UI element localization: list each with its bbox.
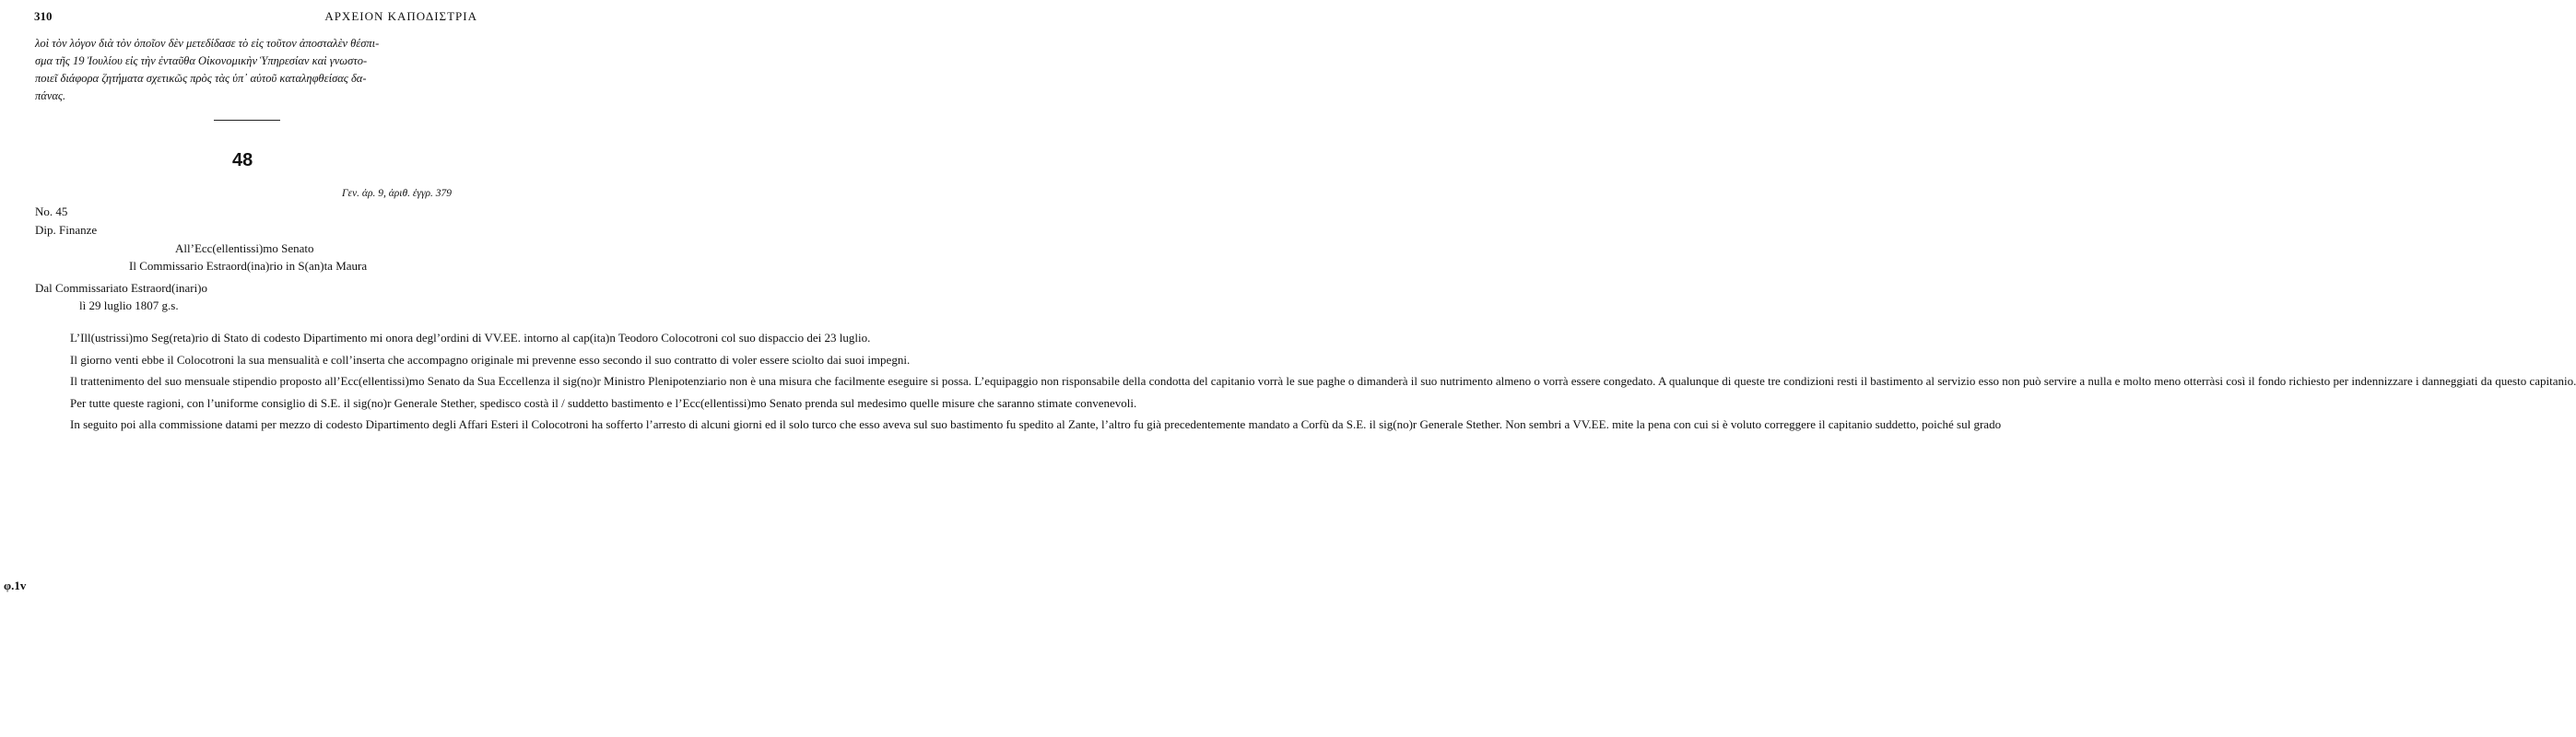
addressee-line: All’Ecc(ellentissi)mo Senato — [175, 241, 314, 255]
body-paragraph: Il giorno venti ebbe il Colocotroni la sua mensualità e coll’inserta che accompagno originale mi prevenne esso secondo il suo contratto di voler essere sciolto dai suoi impegni. — [70, 352, 911, 367]
sender-line: Il Commissario Estraord(ina)rio in S(an)ta Maura — [129, 259, 368, 273]
greek-summary-line: πάνας. — [35, 89, 66, 102]
body-paragraph: Il trattenimento del suo mensuale stipendio proposto all’Ecc(ellentissi)mo Senato da Sua Eccellenza il sig(no)r Ministro Plenipotenziario non è una misura che facilmente eseguire si possa. L’equipaggio non risponsabile della condotta del capitanio vorrà le sue paghe o dimanderà il suo nutrimento almeno o vorrà essere congedato. A qualunque di queste tre condizioni resti il bastimento al servizio esso non può servire a nulla e molto meno otterràsi così il fondo richiesto per indennizzare i danneggiati da questo capitanio. — [70, 374, 2576, 388]
greek-summary-line: λοὶ τὸν λόγον διὰ τὸν ὁποῖον δὲν μετεδίδασε τὸ εἰς τοῦτον ἀποσταλὲν θέσπι- — [35, 37, 380, 50]
greek-summary-line: σμα τῆς 19 Ἰουλίου εἰς τὴν ἐνταῦθα Οἰκονομικὴν Ὑπηρεσίαν καὶ γνωστο- — [35, 54, 368, 67]
page-number: 310 — [34, 9, 53, 23]
department-line: Dip. Finanze — [35, 223, 98, 237]
body-paragraph: Per tutte queste ragioni, con l’uniforme consiglio di S.E. il sig(no)r Generale Stether, spedisco costà il / suddetto bastimento e l’Ecc(ellentissi)mo Senato prenda sul medesimo quelle misure che saranno stimate convenevoli. — [70, 395, 1137, 410]
letter-body — [35, 329, 2576, 438]
folio-margin-note: φ.1v — [4, 579, 27, 592]
body-paragraph: In seguito poi alla commissione datami per mezzo di codesto Dipartimento degli Affari Esteri il Colocotroni ha sofferto l’arresto di alcuni giorni ed il solo turco che esso aveva sul suo bastimento fu spedito al Zante, l’altro fu già precedentemente mandato a Corfù da S.E. il sig(no)r Generale Stether. Non sembri a VV.EE. mite la pena con cui si è voluto correggere il capitanio suddetto, poiché sul grado — [70, 417, 2002, 431]
greek-summary-line: ποιεῖ διάφορα ζητήματα σχετικῶς πρὸς τὰς ὑπ᾽ αὐτοῦ καταληφθείσας δα- — [35, 72, 367, 85]
body-paragraph: L’Ill(ustrissi)mo Seg(reta)rio di Stato di codesto Dipartimento mi onora degl’ordini di VV.EE. intorno al cap(ita)n Teodoro Colocotroni col suo dispaccio dei 23 luglio. — [70, 331, 871, 345]
protocol-number: No. 45 — [35, 205, 68, 218]
from-line: Dal Commissariato Estraord(inari)o — [35, 281, 208, 295]
date-line: lì 29 luglio 1807 g.s. — [79, 298, 179, 312]
document-number: 48 — [232, 150, 253, 170]
running-head: ΑΡΧΕΙΟΝ ΚΑΠΟΔΙΣΤΡΙΑ — [324, 9, 477, 23]
archive-reference: Γεν. ἀρ. 9, ἀριθ. ἐγγρ. 379 — [342, 188, 452, 199]
section-divider — [214, 120, 280, 121]
